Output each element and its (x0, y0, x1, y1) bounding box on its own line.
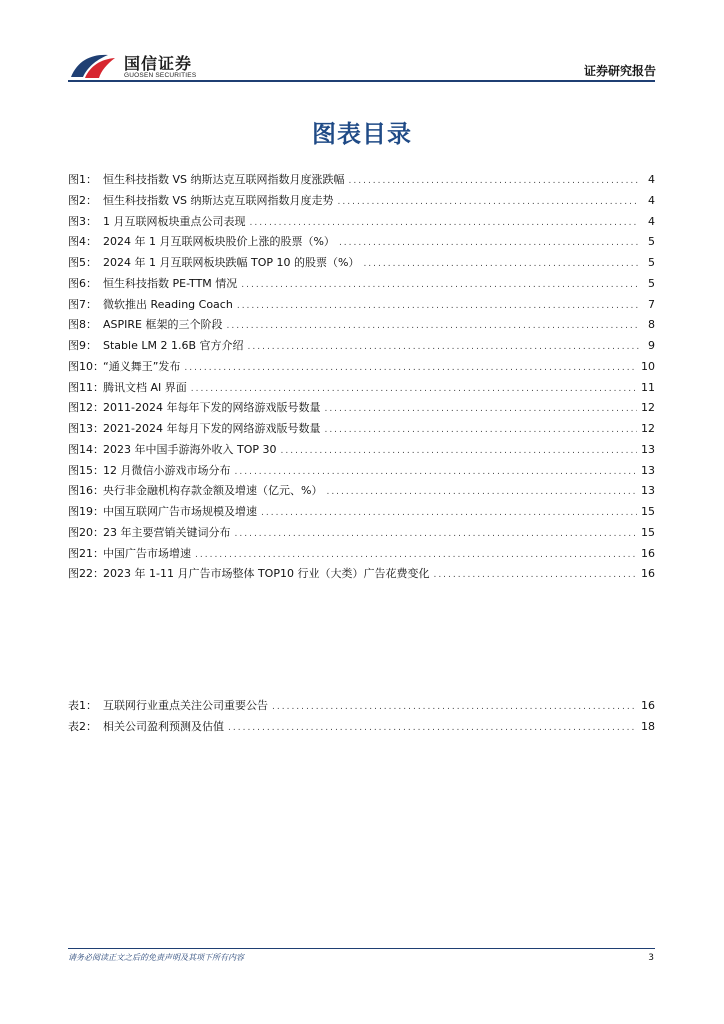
figure-toc-entry[interactable] (68, 212, 655, 233)
toc-dot-leader (339, 233, 639, 254)
toc-dot-leader (237, 296, 639, 317)
toc-dot-leader (228, 718, 637, 739)
toc-entry-title: 腾讯文档 AI 界面 (103, 380, 187, 394)
toc-dot-leader (433, 565, 637, 586)
toc-entry-title: 相关公司盈利预测及估值 (103, 719, 224, 733)
toc-dot-leader (235, 524, 638, 545)
disclaimer-text: 请务必阅读正文之后的免责声明及其项下所有内容 (68, 953, 244, 962)
figure-toc-entry[interactable] (68, 440, 655, 461)
toc-entry-label: 图6： (68, 276, 97, 290)
figure-toc-entry[interactable] (68, 253, 655, 274)
toc-dot-leader (235, 462, 638, 483)
toc-entry-label: 图16： (68, 484, 104, 498)
table-toc-entry[interactable] (68, 696, 655, 717)
table-toc-entry[interactable] (68, 717, 655, 738)
figure-toc-entry[interactable] (68, 191, 655, 212)
toc-entry-label: 图12： (68, 401, 104, 415)
logo-english-name: GUOSEN SECURITIES (124, 72, 197, 79)
toc-entry-title: 中国互联网广告市场规模及增速 (103, 505, 257, 518)
toc-dot-leader (195, 545, 637, 566)
figure-toc-entry[interactable] (68, 232, 655, 253)
toc-entry-label: 图7： (68, 297, 97, 311)
toc-entry-label: 表1： (68, 699, 97, 712)
toc-entry-page: 13 (641, 484, 655, 498)
toc-entry-title: ASPIRE 框架的三个阶段 (103, 318, 223, 332)
toc-entry-label: 图8： (68, 318, 97, 332)
toc-entry-page: 5 (648, 276, 655, 290)
toc-dot-leader (272, 697, 637, 718)
page-number: 3 (648, 953, 654, 963)
page-header (0, 0, 724, 90)
toc-entry-label: 图9： (68, 339, 97, 352)
toc-entry-page: 13 (641, 463, 655, 477)
toc-entry-page: 10 (641, 359, 655, 373)
toc-entry-title: 恒生科技指数 PE-TTM 情况 (103, 276, 238, 290)
toc-entry-label: 图22： (68, 567, 104, 581)
toc-entry-page: 16 (641, 567, 655, 581)
toc-dot-leader (349, 171, 640, 192)
figure-toc-entry[interactable] (68, 419, 655, 440)
toc-dot-leader (326, 482, 637, 503)
toc-dot-leader (241, 275, 639, 296)
toc-entry-title: 中国广告市场增速 (103, 546, 191, 560)
toc-entry-label: 图15： (68, 463, 104, 477)
toc-dot-leader (363, 254, 639, 275)
toc-entry-page: 13 (641, 442, 655, 456)
toc-entry-title: 恒生科技指数 VS 纳斯达克互联网指数月度走势 (103, 193, 334, 207)
toc-dot-leader (338, 192, 640, 213)
toc-entry-title: 微软推出 Reading Coach (103, 297, 233, 311)
toc-entry-title: 2011-2024 年每年下发的网络游戏版号数量 (103, 401, 321, 415)
toc-entry-title: 23 年主要营销关键词分布 (103, 525, 231, 539)
figure-toc-entry[interactable] (68, 357, 655, 378)
toc-entry-label: 图4： (68, 235, 97, 249)
report-type-label: 证券研究报告 (583, 64, 656, 78)
toc-entry-page: 15 (641, 505, 655, 518)
toc-entry-label: 图10： (68, 359, 104, 373)
toc-entry-title: 2023 年中国手游海外收入 TOP 30 (103, 442, 277, 456)
toc-entry-title: 2023 年 1-11 月广告市场整体 TOP10 行业（大类）广告花费变化 (103, 567, 430, 581)
toc-entry-page: 9 (648, 339, 655, 352)
toc-entry-label: 表2： (68, 719, 97, 733)
toc-entry-label: 图11： (68, 380, 104, 394)
toc-dot-leader (250, 213, 640, 234)
toc-entry-page: 8 (648, 318, 655, 332)
toc-entry-title: 2024 年 1 月互联网板块股价上涨的股票（%） (103, 235, 335, 249)
toc-entry-title: “通义舞王”发布 (103, 359, 181, 373)
logo-chinese-name: 国信证券 (124, 54, 193, 73)
figure-toc-entry[interactable] (68, 315, 655, 336)
toc-entry-title: 央行非金融机构存款金额及增速（亿元、%） (103, 484, 323, 498)
footer-divider (68, 948, 655, 949)
toc-dot-leader (184, 358, 637, 379)
figure-toc-entry[interactable] (68, 378, 655, 399)
figure-toc-entry[interactable] (68, 523, 655, 544)
figure-toc-entry[interactable] (68, 398, 655, 419)
toc-entry-page: 4 (648, 193, 655, 207)
toc-entry-page: 16 (641, 699, 655, 712)
header-divider (68, 80, 655, 82)
figure-toc-entry[interactable] (68, 336, 655, 357)
toc-entry-page: 7 (648, 297, 655, 311)
toc-entry-label: 图2： (68, 193, 97, 207)
figure-toc-entry[interactable] (68, 502, 655, 523)
toc-entry-page: 5 (648, 235, 655, 249)
toc-entry-page: 4 (648, 214, 655, 228)
toc-dot-leader (261, 503, 637, 524)
toc-entry-page: 18 (641, 719, 655, 733)
toc-entry-page: 4 (648, 173, 655, 186)
toc-entry-title: 恒生科技指数 VS 纳斯达克互联网指数月度涨跌幅 (103, 173, 345, 186)
figure-toc-entry[interactable] (68, 274, 655, 295)
toc-entry-title: 12 月微信小游戏市场分布 (103, 463, 231, 477)
toc-dot-leader (324, 399, 637, 420)
toc-entry-title: 2021-2024 年每月下发的网络游戏版号数量 (103, 422, 321, 435)
figure-toc-entry[interactable] (68, 564, 655, 585)
toc-entry-title: Stable LM 2 1.6B 官方介绍 (103, 339, 244, 352)
toc-dot-leader (191, 379, 637, 400)
toc-entry-page: 5 (648, 256, 655, 269)
toc-entry-label: 图13： (68, 422, 104, 435)
toc-dot-leader (226, 316, 639, 337)
figure-toc-entry[interactable] (68, 170, 655, 191)
toc-dot-leader (324, 420, 637, 441)
toc-entry-title: 2024 年 1 月互联网板块跌幅 TOP 10 的股票（%） (103, 256, 360, 269)
toc-entry-page: 15 (641, 525, 655, 539)
toc-entry-title: 1 月互联网板块重点公司表现 (103, 214, 246, 228)
toc-dot-leader (281, 441, 638, 462)
toc-entry-label: 图3： (68, 214, 97, 228)
figure-toc-entry[interactable] (68, 295, 655, 316)
toc-dot-leader (248, 337, 640, 358)
table-list (68, 696, 655, 738)
toc-entry-page: 12 (641, 401, 655, 415)
figure-list (68, 170, 655, 585)
toc-entry-label: 图14： (68, 442, 104, 456)
toc-entry-page: 11 (641, 380, 655, 394)
toc-entry-page: 12 (641, 422, 655, 435)
toc-entry-label: 图5： (68, 256, 97, 269)
figure-toc-entry[interactable] (68, 461, 655, 482)
toc-entry-title: 互联网行业重点关注公司重要公告 (103, 699, 268, 712)
toc-entry-page: 16 (641, 546, 655, 560)
figure-toc-entry[interactable] (68, 544, 655, 565)
guosen-logo (68, 50, 218, 84)
toc-entry-label: 图21： (68, 546, 104, 560)
toc-title: 图表目录 (312, 120, 412, 148)
figure-toc-entry[interactable] (68, 481, 655, 502)
guosen-logo-icon (68, 50, 120, 84)
toc-entry-label: 图19： (68, 505, 104, 518)
toc-entry-label: 图1： (68, 173, 97, 186)
toc-entry-label: 图20： (68, 525, 104, 539)
